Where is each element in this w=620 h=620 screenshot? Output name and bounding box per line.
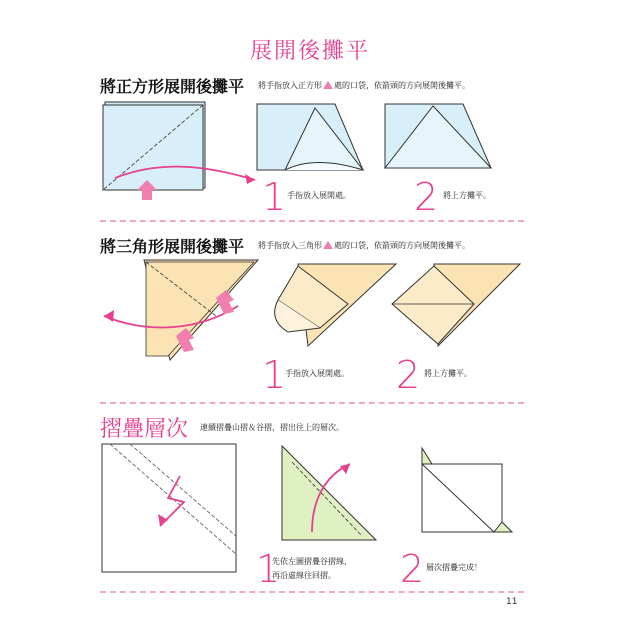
pink-marker-icon [323, 241, 333, 249]
layer-complete-diagram [412, 442, 522, 542]
section1-step2-text: 將上方攤平。 [443, 191, 491, 200]
layer-fold-diagram [100, 442, 240, 577]
section3-title: 摺疊層次 [100, 417, 189, 442]
section2-desc-after: 處的口袋，依箭頭的方向展開後攤平。 [334, 241, 470, 250]
section1-desc [258, 80, 470, 91]
square-open-diagram [255, 100, 365, 175]
page-title: 展開後攤平 [249, 39, 370, 64]
triangle-fold-diagram [98, 256, 268, 366]
square-fold-diagram [95, 98, 265, 208]
section2-step2-number: 2 [396, 353, 421, 397]
layer-green-diagram [272, 442, 382, 552]
section2-desc [258, 240, 470, 251]
page-number: 11 [506, 597, 518, 607]
section3-step1-line1: 先依左圖摺疊谷摺線， [272, 557, 352, 566]
triangle-flat-diagram [386, 260, 521, 350]
section1-desc-before: 將手指放入正方形 [258, 81, 322, 90]
section3-step1-line2: 再沿虛線往回摺。 [272, 571, 336, 580]
pink-marker-icon [323, 81, 333, 89]
section2-title: 將三角形展開後攤平 [100, 237, 245, 256]
section-divider [100, 402, 524, 404]
section1-title: 將正方形展開後攤平 [100, 77, 245, 96]
section1-desc-after: 處的口袋，依箭頭的方向展開後攤平。 [334, 81, 470, 90]
section1-step1-text: 手指放入展開處。 [287, 191, 351, 200]
section-divider [100, 591, 524, 593]
section3-desc: 連續摺疊山摺＆谷摺，摺出往上的層次。 [200, 423, 344, 432]
section1-step2-number: 2 [414, 175, 439, 219]
square-flat-diagram [383, 100, 493, 172]
section-divider [100, 220, 524, 222]
section1-step1-number: 1 [262, 175, 287, 219]
section3-step2-text: 層次摺疊完成！ [426, 563, 482, 572]
section2-step1-text: 手指放入展開處。 [285, 369, 349, 378]
triangle-open-diagram [268, 260, 398, 350]
section2-step2-text: 將上方攤平。 [424, 369, 472, 378]
section2-desc-before: 將手指放入三角形 [258, 241, 322, 250]
section3-step1-number: 1 [256, 547, 281, 591]
section3-step2-number: 2 [400, 547, 425, 591]
section2-step1-number: 1 [262, 353, 287, 397]
